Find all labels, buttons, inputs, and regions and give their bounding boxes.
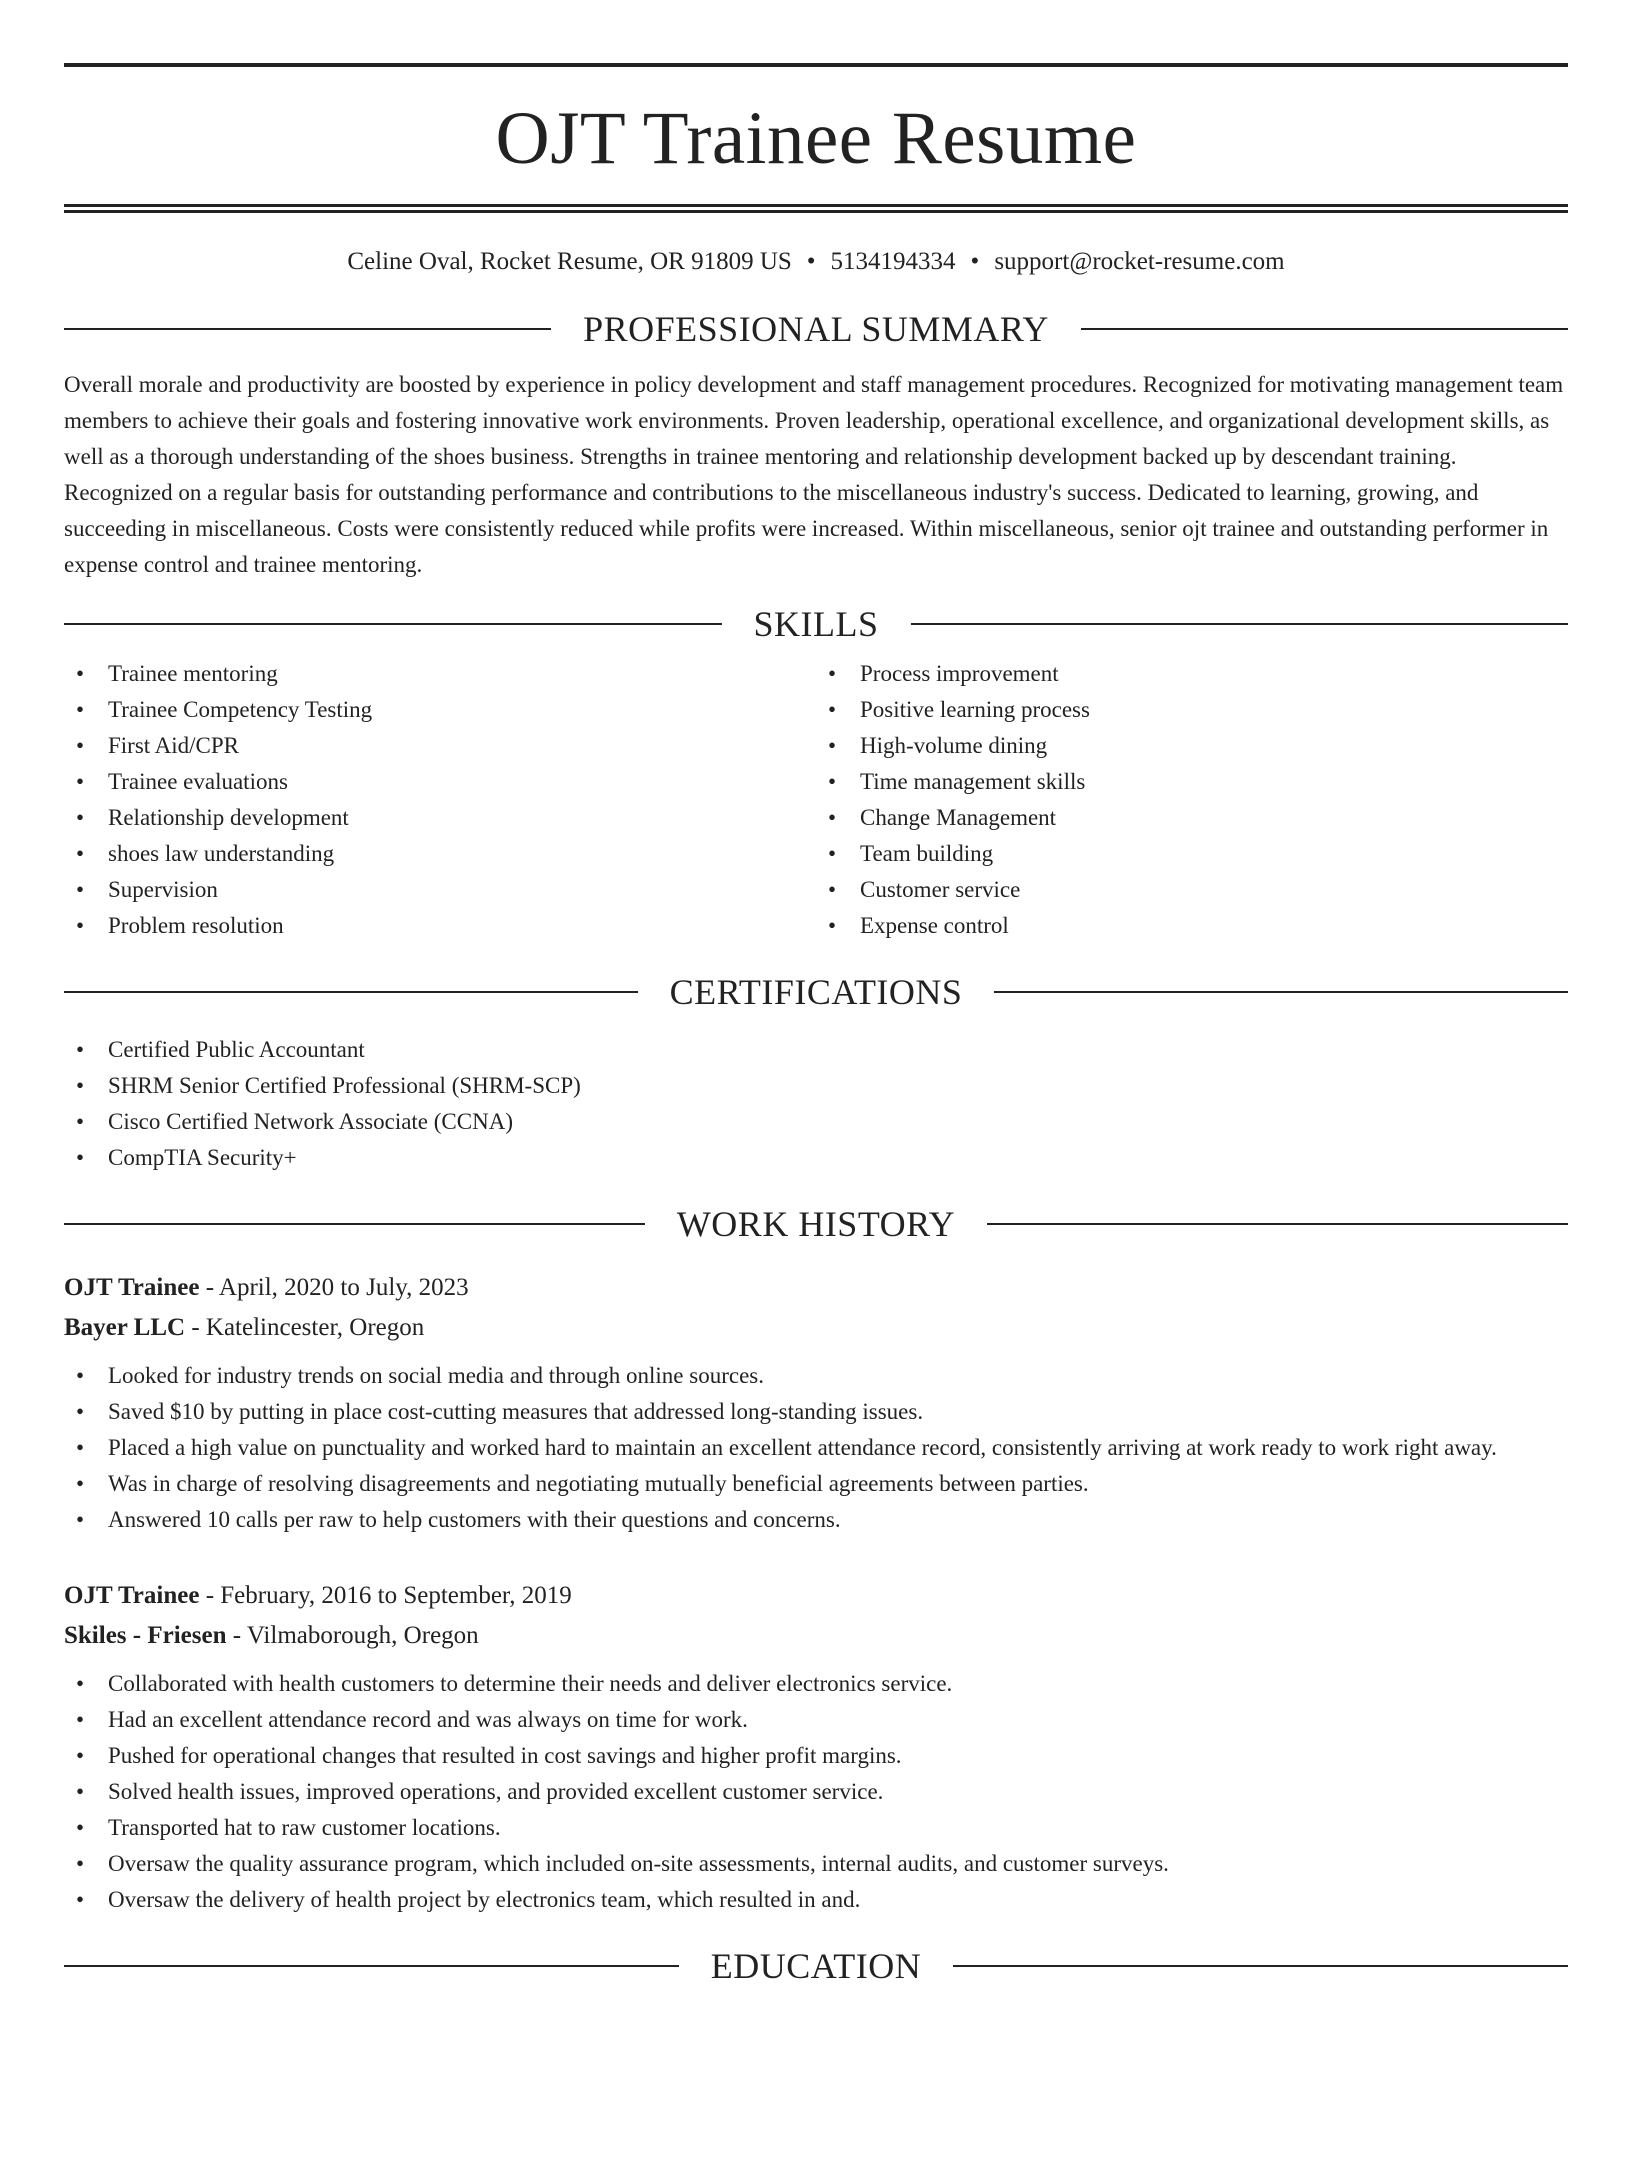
divider-line <box>64 328 551 330</box>
bullet-icon: • <box>76 1743 85 1768</box>
section-title-certifications: CERTIFICATIONS <box>669 972 963 1012</box>
job-company: Bayer LLC <box>64 1314 186 1341</box>
bullet-icon: • <box>76 841 85 866</box>
divider-line <box>64 623 722 625</box>
job-dates: - February, 2016 to September, 2019 <box>199 1582 572 1609</box>
list-item: • Relationship development <box>64 800 816 836</box>
list-item: • Positive learning process <box>816 692 1568 728</box>
section-header-education <box>64 1948 1568 1984</box>
list-item: • Answered 10 calls per raw to help customers with their questions and concerns. <box>64 1502 1568 1538</box>
list-item: • Certified Public Accountant <box>64 1032 1568 1068</box>
list-item: • Oversaw the delivery of health project by electronics team, which resulted in and. <box>64 1882 1568 1918</box>
list-item: • Pushed for operational changes that resulted in cost savings and higher profit margins. <box>64 1738 1568 1774</box>
list-item: • Cisco Certified Network Associate (CCNA) <box>64 1104 1568 1140</box>
resume-page <box>0 63 1632 2175</box>
bullet-icon: • <box>76 1073 85 1098</box>
bullet-icon: • <box>76 697 85 722</box>
bullet-icon: • <box>76 1037 85 1062</box>
bullet-icon: • <box>828 913 837 938</box>
list-item: • Transported hat to raw customer locations. <box>64 1810 1568 1846</box>
list-item: • Change Management <box>816 800 1568 836</box>
title-double-rule <box>64 204 1568 213</box>
list-item: • SHRM Senior Certified Professional (SHRM-SCP) <box>64 1068 1568 1104</box>
section-title-education: EDUCATION <box>710 1946 922 1986</box>
skills-list-right <box>816 656 1568 944</box>
job-role: OJT Trainee <box>64 1582 200 1609</box>
contact-address: Celine Oval, Rocket Resume, OR 91809 US <box>347 248 792 275</box>
section-header-certifications <box>64 974 1568 1010</box>
bullet-icon: • <box>76 1815 85 1840</box>
bullet-icon: • <box>76 913 85 938</box>
skills-grid <box>64 656 1568 944</box>
list-item: • Looked for industry trends on social media and through online sources. <box>64 1358 1568 1394</box>
bullet-icon: • <box>76 1471 85 1496</box>
job-entry <box>64 1576 1568 1918</box>
bullet-icon: • <box>76 1363 85 1388</box>
divider-line <box>64 1965 679 1967</box>
job-entry <box>64 1268 1568 1538</box>
list-item: • Trainee evaluations <box>64 764 816 800</box>
list-item: • Collaborated with health customers to determine their needs and deliver electronics service. <box>64 1666 1568 1702</box>
list-item: • Trainee mentoring <box>64 656 816 692</box>
bullet-icon: • <box>828 841 837 866</box>
job-bullets <box>64 1666 1568 1918</box>
certifications-list <box>64 1032 1568 1176</box>
divider-line <box>987 1223 1568 1225</box>
bullet-icon: • <box>76 1707 85 1732</box>
job-company-line <box>64 1308 1568 1348</box>
contact-separator: • <box>970 248 980 275</box>
bullet-icon: • <box>76 1145 85 1170</box>
divider-line <box>953 1965 1568 1967</box>
bullet-icon: • <box>76 1507 85 1532</box>
bullet-icon: • <box>76 769 85 794</box>
section-title-summary: PROFESSIONAL SUMMARY <box>583 309 1049 349</box>
contact-separator: • <box>806 248 816 275</box>
bullet-icon: • <box>828 769 837 794</box>
divider-line <box>994 991 1568 993</box>
top-rule <box>64 63 1568 67</box>
bullet-icon: • <box>76 1399 85 1424</box>
divider-line <box>64 991 638 993</box>
job-dates: - April, 2020 to July, 2023 <box>199 1274 469 1301</box>
contact-email: support@rocket-resume.com <box>994 248 1285 275</box>
list-item: • Solved health issues, improved operations, and provided excellent customer service. <box>64 1774 1568 1810</box>
list-item: • Process improvement <box>816 656 1568 692</box>
bullet-icon: • <box>828 733 837 758</box>
list-item: • Customer service <box>816 872 1568 908</box>
list-item: • High-volume dining <box>816 728 1568 764</box>
bullet-icon: • <box>828 805 837 830</box>
summary-text: Overall morale and productivity are boosted by experience in policy development and staff management procedures. Recognized for motivating management team members to achieve their goals and fostering innovative work environments. Proven leadership, operational excellence, and organizational development skills, as well as a thorough understanding of the shoes business. Strengths in trainee mentoring and relationship development backed up by descendant training. Recognized on a regular basis for outstanding performance and contributions to the miscellaneous industry's success. Dedicated to learning, growing, and succeeding in miscellaneous. Costs were consistently reduced while profits were increased. Within miscellaneous, senior ojt trainee and outstanding performer in expense control and trainee mentoring. <box>64 372 1564 577</box>
job-company-line <box>64 1616 1568 1656</box>
list-item: • Supervision <box>64 872 816 908</box>
job-role: OJT Trainee <box>64 1274 200 1301</box>
section-header-skills <box>64 606 1568 642</box>
bullet-icon: • <box>76 1435 85 1460</box>
skills-list-left <box>64 656 816 944</box>
job-location: - Vilmaborough, Oregon <box>226 1622 479 1649</box>
list-item: • Had an excellent attendance record and was always on time for work. <box>64 1702 1568 1738</box>
bullet-icon: • <box>828 697 837 722</box>
list-item: • Was in charge of resolving disagreements and negotiating mutually beneficial agreements between parties. <box>64 1466 1568 1502</box>
divider-line <box>64 1223 645 1225</box>
list-item: • shoes law understanding <box>64 836 816 872</box>
bullet-icon: • <box>76 733 85 758</box>
bullet-icon: • <box>76 1851 85 1876</box>
bullet-icon: • <box>76 805 85 830</box>
bullet-icon: • <box>76 1887 85 1912</box>
section-header-summary <box>64 311 1568 347</box>
bullet-icon: • <box>76 1779 85 1804</box>
contact-phone: 5134194334 <box>830 248 956 275</box>
job-role-line <box>64 1268 1568 1308</box>
divider-line <box>911 623 1569 625</box>
list-item: • Trainee Competency Testing <box>64 692 816 728</box>
bullet-icon: • <box>76 1671 85 1696</box>
job-role-line <box>64 1576 1568 1616</box>
section-header-work-history <box>64 1206 1568 1242</box>
divider-line <box>1081 328 1568 330</box>
list-item: • Team building <box>816 836 1568 872</box>
list-item: • CompTIA Security+ <box>64 1140 1568 1176</box>
bullet-icon: • <box>76 661 85 686</box>
list-item: • Oversaw the quality assurance program, which included on-site assessments, internal audits, and customer surveys. <box>64 1846 1568 1882</box>
section-title-skills: SKILLS <box>753 604 879 644</box>
list-item: • Time management skills <box>816 764 1568 800</box>
list-item: • Problem resolution <box>64 908 816 944</box>
bullet-icon: • <box>76 1109 85 1134</box>
bullet-icon: • <box>828 661 837 686</box>
job-bullets <box>64 1358 1568 1538</box>
job-location: - Katelincester, Oregon <box>185 1314 425 1341</box>
list-item: • Placed a high value on punctuality and worked hard to maintain an excellent attendance record, consistently arriving at work ready to work right away. <box>64 1430 1568 1466</box>
bullet-icon: • <box>76 877 85 902</box>
bullet-icon: • <box>828 877 837 902</box>
section-title-work-history: WORK HISTORY <box>676 1204 956 1244</box>
list-item: • Saved $10 by putting in place cost-cutting measures that addressed long-standing issues. <box>64 1394 1568 1430</box>
list-item: • Expense control <box>816 908 1568 944</box>
job-company: Skiles - Friesen <box>64 1622 227 1649</box>
resume-title: OJT Trainee Resume <box>495 97 1137 180</box>
contact-line <box>64 247 1568 277</box>
list-item: • First Aid/CPR <box>64 728 816 764</box>
